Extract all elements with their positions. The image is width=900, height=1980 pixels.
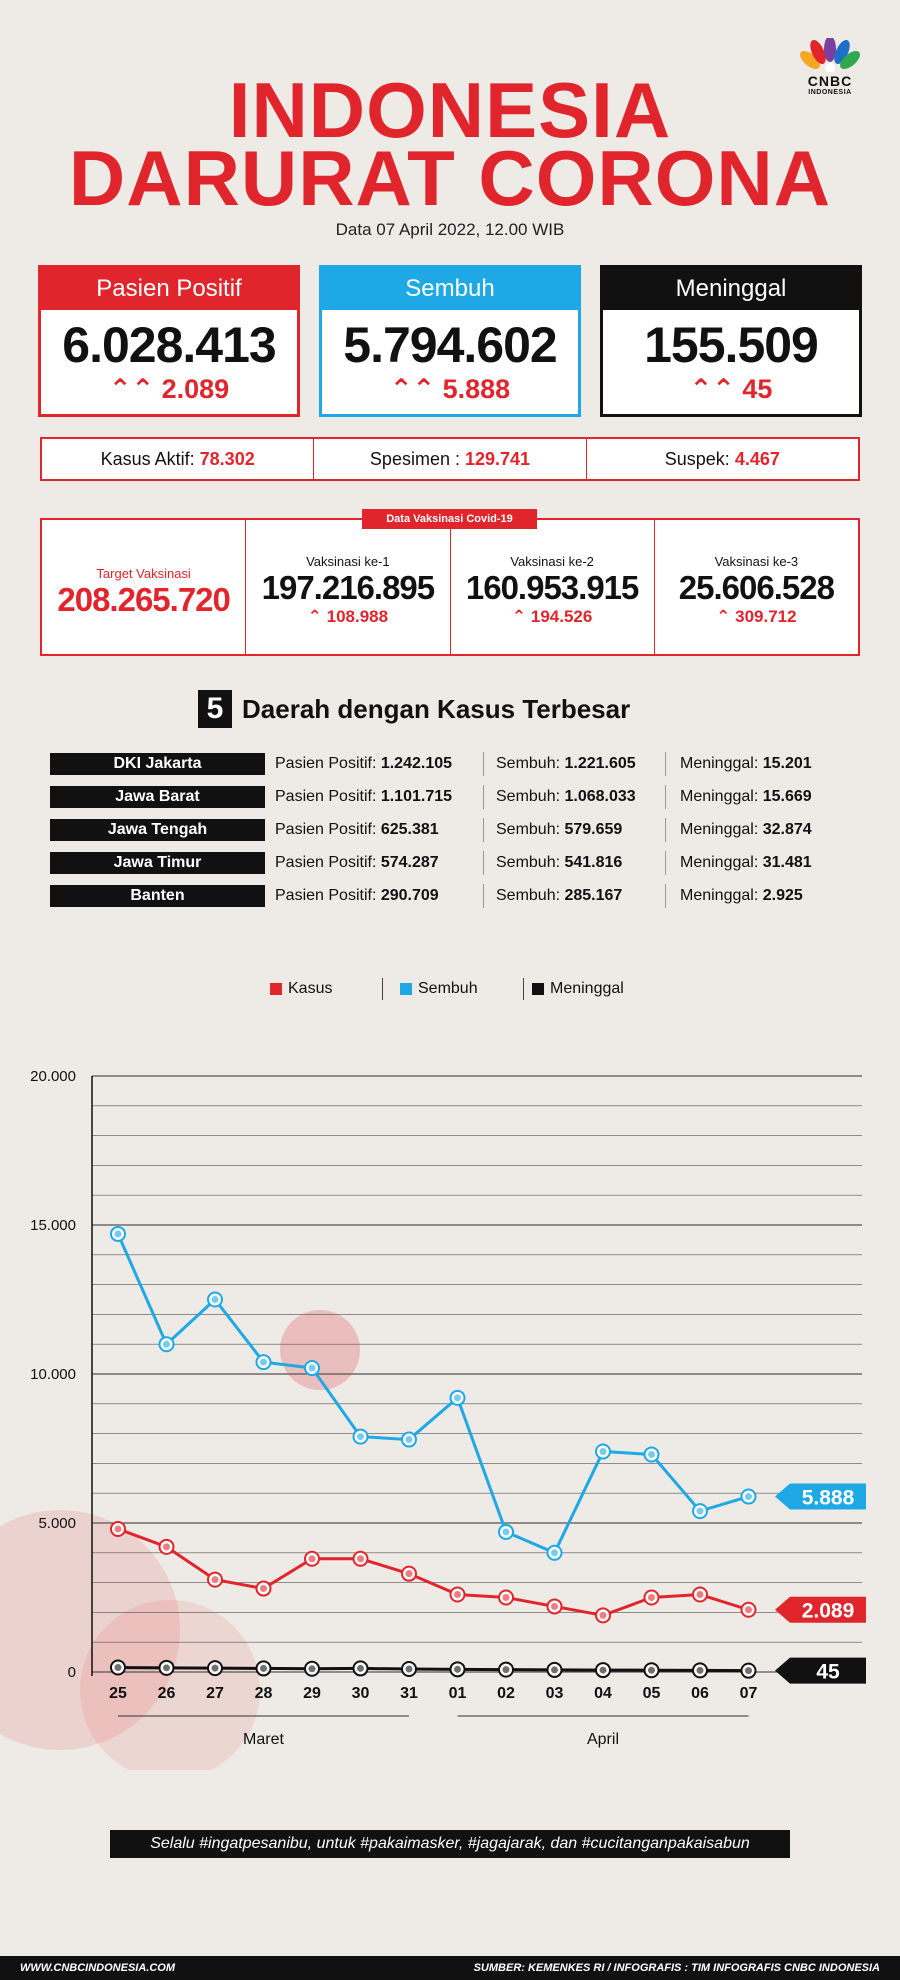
x-tick-label: 31 xyxy=(400,1685,418,1702)
divider xyxy=(665,851,666,875)
card-positif xyxy=(38,265,300,417)
card-label: Meninggal xyxy=(603,268,859,310)
divider xyxy=(483,851,484,875)
meninggal-label: Meninggal: xyxy=(680,854,763,871)
data-point-dot xyxy=(309,1365,316,1372)
data-point-dot xyxy=(163,1341,170,1348)
x-tick-label: 03 xyxy=(545,1685,564,1702)
divider xyxy=(483,785,484,809)
region-row xyxy=(50,884,860,908)
section-title: Daerah dengan Kasus Terbesar xyxy=(242,694,631,724)
data-point-dot xyxy=(697,1591,704,1598)
legend-item-sembuh xyxy=(400,978,478,1000)
increase-arrow-icon: ⌃⌃ xyxy=(108,374,162,404)
x-tick-label: 28 xyxy=(254,1685,273,1702)
month-label: Maret xyxy=(243,1731,284,1748)
vaccination-dose-3 xyxy=(655,520,858,654)
card-increase xyxy=(603,374,859,404)
legend-item-meninggal xyxy=(532,978,624,1000)
increase-arrow-icon: ⌃⌃ xyxy=(389,374,443,404)
region-positif xyxy=(275,818,439,842)
card-label: Sembuh xyxy=(322,268,578,310)
card-value: 6.028.413 xyxy=(62,317,276,373)
meninggal-value: 15.669 xyxy=(762,788,812,805)
footer-source: SUMBER: KEMENKES RI / INFOGRAFIS : TIM INFOGRAFIS CNBC INDONESIA xyxy=(473,1962,880,1974)
data-point-dot xyxy=(551,1549,558,1556)
region-sembuh xyxy=(496,752,636,776)
y-tick-label: 10.000 xyxy=(30,1366,76,1383)
region-positif xyxy=(275,785,452,809)
x-tick-label: 29 xyxy=(303,1685,321,1702)
dose-value: 25.606.528 xyxy=(678,569,834,606)
y-tick-label: 20.000 xyxy=(30,1068,76,1085)
brand-name: CNBC xyxy=(807,73,853,89)
dose-value: 160.953.915 xyxy=(465,569,639,606)
vaccination-panel xyxy=(40,518,860,656)
end-label: 2.089 xyxy=(801,1599,855,1623)
data-point-dot xyxy=(454,1666,461,1673)
region-row xyxy=(50,785,860,809)
positif-value: 574.287 xyxy=(380,854,439,871)
dose-label: Vaksinasi ke-1 xyxy=(306,554,390,569)
positif-value: 625.381 xyxy=(380,821,439,838)
page-title-line1: INDONESIA xyxy=(228,66,672,154)
positif-value: 290.709 xyxy=(380,887,439,904)
strip-value: 78.302 xyxy=(199,449,255,469)
x-tick-label: 30 xyxy=(351,1685,370,1702)
data-point-dot xyxy=(406,1666,413,1673)
region-positif xyxy=(275,884,439,908)
card-increase-value: 45 xyxy=(742,374,773,404)
footer xyxy=(0,1956,900,1980)
region-meninggal xyxy=(680,752,812,776)
x-tick-label: 07 xyxy=(739,1685,758,1702)
legend-label: Kasus xyxy=(288,980,333,997)
card-increase-value: 2.089 xyxy=(161,374,230,404)
data-point-dot xyxy=(503,1594,510,1601)
positif-label: Pasien Positif: xyxy=(275,755,381,772)
data-point-dot xyxy=(212,1296,219,1303)
x-tick-label: 27 xyxy=(206,1685,224,1702)
data-point-dot xyxy=(648,1594,655,1601)
dose-label: Vaksinasi ke-3 xyxy=(714,554,799,569)
target-label: Target Vaksinasi xyxy=(96,566,191,581)
strip-label: Kasus Aktif: xyxy=(100,449,200,469)
divider xyxy=(665,752,666,776)
increase-arrow-icon: ⌃ xyxy=(307,607,327,626)
vaccination-tag: Data Vaksinasi Covid-19 xyxy=(362,509,537,529)
meninggal-value: 15.201 xyxy=(762,755,812,772)
data-point-dot xyxy=(309,1555,316,1562)
card-meninggal xyxy=(600,265,862,417)
positif-label: Pasien Positif: xyxy=(275,854,381,871)
data-point-dot xyxy=(697,1667,704,1674)
divider xyxy=(483,752,484,776)
card-value: 155.509 xyxy=(644,317,818,373)
dose-increase xyxy=(246,607,449,627)
card-increase xyxy=(322,374,578,404)
vaccination-dose-1 xyxy=(246,520,450,654)
region-sembuh xyxy=(496,818,622,842)
summary-strip xyxy=(40,437,860,481)
divider xyxy=(665,884,666,908)
data-point-dot xyxy=(357,1665,364,1672)
meninggal-label: Meninggal: xyxy=(680,755,763,772)
end-label: 5.888 xyxy=(801,1486,855,1510)
month-label: April xyxy=(586,1731,620,1748)
strip-label: Suspek: xyxy=(664,449,735,469)
dose-increase xyxy=(451,607,654,627)
data-point-dot xyxy=(648,1667,655,1674)
region-sembuh xyxy=(496,785,636,809)
data-point-dot xyxy=(745,1667,752,1674)
data-point-dot xyxy=(260,1585,267,1592)
data-point-dot xyxy=(503,1666,510,1673)
sembuh-value: 1.068.033 xyxy=(564,788,636,805)
x-tick-label: 26 xyxy=(157,1685,176,1702)
meninggal-label: Meninggal: xyxy=(680,821,763,838)
sembuh-value: 579.659 xyxy=(564,821,623,838)
kasus-aktif xyxy=(42,439,314,479)
legend-label: Sembuh xyxy=(418,980,478,997)
end-label: 45 xyxy=(816,1660,840,1684)
divider xyxy=(483,818,484,842)
data-point-dot xyxy=(454,1394,461,1401)
spesimen xyxy=(314,439,586,479)
data-point-dot xyxy=(163,1664,170,1671)
data-point-dot xyxy=(745,1493,752,1500)
x-tick-label: 01 xyxy=(448,1685,467,1702)
data-point-dot xyxy=(115,1664,122,1671)
x-tick-label: 25 xyxy=(109,1685,127,1702)
divider xyxy=(665,818,666,842)
region-sembuh xyxy=(496,884,622,908)
data-point-dot xyxy=(260,1665,267,1672)
region-name: Jawa Timur xyxy=(50,852,265,874)
x-tick-label: 06 xyxy=(691,1685,709,1702)
vaccination-dose-2 xyxy=(451,520,655,654)
increase-arrow-icon: ⌃ xyxy=(511,607,531,626)
card-increase xyxy=(41,374,297,404)
data-point-dot xyxy=(115,1525,122,1532)
sembuh-label: Sembuh: xyxy=(496,755,565,772)
region-meninggal xyxy=(680,785,812,809)
strip-value: 4.467 xyxy=(734,449,780,469)
meninggal-value: 2.925 xyxy=(762,887,803,904)
data-point-dot xyxy=(406,1436,413,1443)
positif-label: Pasien Positif: xyxy=(275,821,381,838)
positif-label: Pasien Positif: xyxy=(275,788,381,805)
card-value: 5.794.602 xyxy=(343,317,557,373)
data-point-dot xyxy=(697,1508,704,1515)
sembuh-label: Sembuh: xyxy=(496,854,565,871)
region-name: Jawa Barat xyxy=(50,786,265,808)
series-line-sembuh xyxy=(118,1234,749,1553)
card-label: Pasien Positif xyxy=(41,268,297,310)
data-point-dot xyxy=(503,1528,510,1535)
line-chart xyxy=(0,1050,900,1770)
data-point-dot xyxy=(260,1359,267,1366)
data-point-dot xyxy=(115,1230,122,1237)
sembuh-label: Sembuh: xyxy=(496,821,565,838)
dose-label: Vaksinasi ke-2 xyxy=(510,554,594,569)
peacock-icon xyxy=(800,38,860,72)
data-point-dot xyxy=(454,1591,461,1598)
data-point-dot xyxy=(309,1665,316,1672)
data-point-dot xyxy=(648,1451,655,1458)
dose-increase xyxy=(655,607,858,627)
footer-website: WWW.CNBCINDONESIA.COM xyxy=(20,1962,175,1974)
sembuh-value: 1.221.605 xyxy=(564,755,636,772)
card-sembuh xyxy=(319,265,581,417)
data-point-dot xyxy=(357,1555,364,1562)
strip-label: Spesimen : xyxy=(369,449,465,469)
y-tick-label: 5.000 xyxy=(38,1515,76,1532)
strip-value: 129.741 xyxy=(464,449,531,469)
data-point-dot xyxy=(600,1612,607,1619)
sembuh-label: Sembuh: xyxy=(496,887,565,904)
legend-label: Meninggal xyxy=(550,980,624,997)
region-positif xyxy=(275,752,452,776)
page-title-line2: DARURAT CORONA xyxy=(68,134,832,222)
positif-label: Pasien Positif: xyxy=(275,887,381,904)
sembuh-label: Sembuh: xyxy=(496,788,565,805)
region-name: Jawa Tengah xyxy=(50,819,265,841)
data-date: Data 07 April 2022, 12.00 WIB xyxy=(335,220,565,239)
brand-sub: INDONESIA xyxy=(808,89,852,96)
positif-value: 1.101.715 xyxy=(380,788,453,805)
data-point-dot xyxy=(551,1603,558,1610)
increase-arrow-icon: ⌃ xyxy=(716,607,736,626)
x-tick-label: 02 xyxy=(497,1685,515,1702)
region-meninggal xyxy=(680,818,812,842)
legend-item-kasus xyxy=(270,978,332,1000)
divider xyxy=(665,785,666,809)
region-positif xyxy=(275,851,439,875)
data-point-dot xyxy=(745,1606,752,1613)
region-row xyxy=(50,818,860,842)
legend-swatch xyxy=(400,983,412,995)
legend-swatch xyxy=(532,983,544,995)
section-number: 5 xyxy=(198,690,232,728)
divider xyxy=(483,884,484,908)
divider xyxy=(382,978,383,1000)
y-tick-label: 15.000 xyxy=(30,1217,76,1234)
data-point-dot xyxy=(406,1570,413,1577)
dose-increase-value: 194.526 xyxy=(530,607,593,626)
data-point-dot xyxy=(212,1665,219,1672)
region-meninggal xyxy=(680,851,812,875)
region-row xyxy=(50,752,860,776)
meninggal-label: Meninggal: xyxy=(680,887,763,904)
positif-value: 1.242.105 xyxy=(380,755,453,772)
data-point-dot xyxy=(357,1433,364,1440)
vaccination-target xyxy=(42,520,246,654)
tagline: Selalu #ingatpesanibu, untuk #pakaimasker, #jagajarak, dan #cucitanganpakaisabun xyxy=(110,1830,790,1858)
region-meninggal xyxy=(680,884,803,908)
y-tick-label: 0 xyxy=(67,1664,76,1681)
legend-swatch xyxy=(270,983,282,995)
dose-value: 197.216.895 xyxy=(261,569,435,606)
meninggal-label: Meninggal: xyxy=(680,788,763,805)
data-point-dot xyxy=(600,1448,607,1455)
data-point-dot xyxy=(163,1543,170,1550)
increase-arrow-icon: ⌃⌃ xyxy=(689,374,743,404)
divider xyxy=(523,978,524,1000)
sembuh-value: 285.167 xyxy=(564,887,623,904)
meninggal-value: 32.874 xyxy=(762,821,812,838)
dose-increase-value: 108.988 xyxy=(326,607,389,626)
region-name: Banten xyxy=(50,885,265,907)
meninggal-value: 31.481 xyxy=(762,854,812,871)
data-point-dot xyxy=(600,1667,607,1674)
sembuh-value: 541.816 xyxy=(564,854,623,871)
region-row xyxy=(50,851,860,875)
dose-increase-value: 309.712 xyxy=(735,607,797,626)
data-point-dot xyxy=(212,1576,219,1583)
target-value: 208.265.720 xyxy=(57,581,230,618)
card-increase-value: 5.888 xyxy=(442,374,511,404)
region-name: DKI Jakarta xyxy=(50,753,265,775)
data-point-dot xyxy=(551,1666,558,1673)
x-tick-label: 04 xyxy=(594,1685,612,1702)
x-tick-label: 05 xyxy=(642,1685,661,1702)
suspek xyxy=(587,439,858,479)
region-sembuh xyxy=(496,851,622,875)
